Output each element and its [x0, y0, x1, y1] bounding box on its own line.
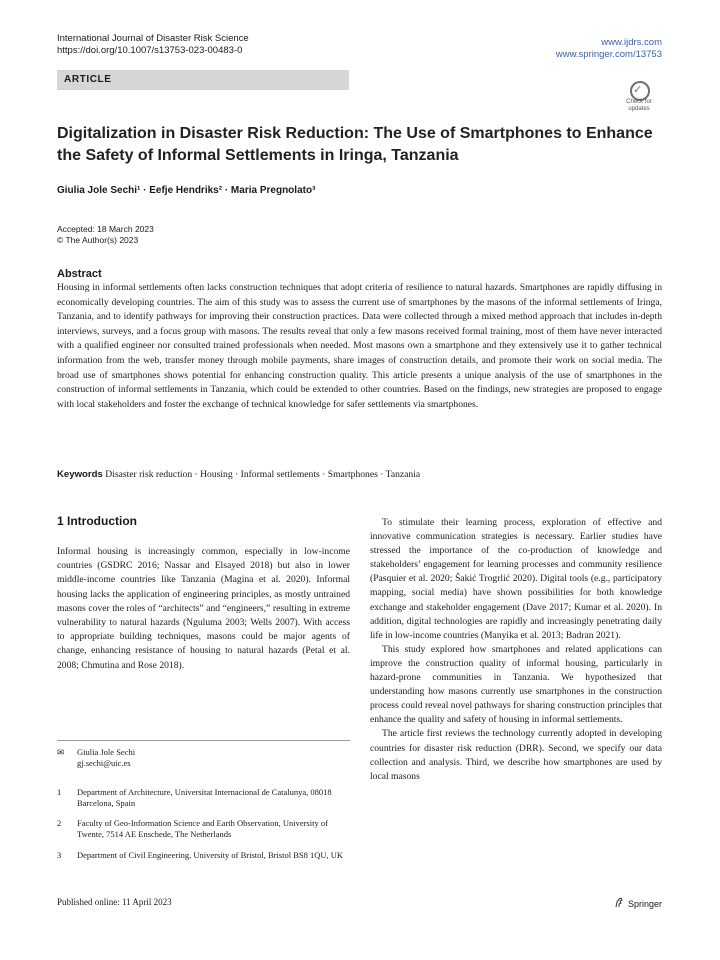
abstract-heading: Abstract	[57, 268, 102, 280]
mail-icon: ✉	[57, 747, 65, 757]
author-list: Giulia Jole Sechi¹ · Eefje Hendriks² · Maria Pregnolato³	[57, 185, 316, 196]
footnote-divider	[57, 740, 350, 741]
accepted-date: Accepted: 18 March 2023	[57, 224, 154, 234]
intro-paragraph-4: The article first reviews the technology currently adopted in developing countries for disaster risk reduction (DRR). Second, we specify our data collection and analysis. Third, we describe how smartphones are used by local masons	[370, 728, 662, 782]
journal-name: International Journal of Disaster Risk Science	[57, 33, 249, 44]
keywords-list: Disaster risk reduction · Housing · Informal settlements · Smartphones · Tanzania	[105, 469, 421, 480]
intro-paragraph-3: This study explored how smartphones and related applications can improve the construction quality of informal housing, particularly in hazard-prone communities in Tanzania. We hypothesized that understanding how masons currently use smartphones in the construction process could reveal novel pathways for sharing construction principles that enhance the quality and safety of housing in informal settlements.	[370, 643, 662, 726]
affiliation-number: 1	[57, 787, 62, 797]
affiliation-text: Department of Civil Engineering, University of Bristol, Bristol BS8 1QU, UK	[77, 850, 344, 860]
check-for-updates-badge[interactable]: ✓ Check for updates	[623, 80, 655, 118]
article-type-label: ARTICLE	[64, 74, 112, 85]
intro-paragraph-2: To stimulate their learning process, exploration of effective and innovative communication strategies is necessary. Earlier studies have stressed the importance of the co-production of knowledge and stakeholders’ engagement for learning processes and community resilience (Pasquier et al. 2020; Šakić Trogrlić 2020). Digital tools (e.g., participatory mapping, social media) have shown possibilities for both knowledge exchange and stakeholder engagement (Dave 2017; Kumar et al. 2020). In addition, digital technologies are rapidly and increasingly penetrating daily life in low-income countries (Manyika et al. 2013; Badran 2021).	[370, 517, 662, 641]
journal-header	[57, 33, 249, 57]
publisher-name: Springer	[627, 899, 662, 909]
affiliation-text: Faculty of Geo-Information Science and Earth Observation, University of Twente, 7514 AE Enschede, The Netherlands	[77, 818, 328, 839]
journal-website-link[interactable]: www.ijdrs.com	[601, 37, 662, 48]
affiliation-item	[57, 787, 357, 811]
keywords-label: Keywords	[57, 469, 103, 480]
affiliation-number: 3	[57, 850, 62, 860]
affiliation-number: 2	[57, 818, 62, 828]
copyright-notice: © The Author(s) 2023	[57, 235, 139, 245]
right-column	[370, 516, 662, 784]
affiliation-text: Department of Architecture, Universitat Internacional de Catalunya, 08018 Barcelona, Spain	[77, 787, 332, 808]
journal-links	[556, 37, 662, 61]
affiliation-item	[57, 818, 357, 842]
publisher-logo	[614, 897, 662, 909]
corresponding-author-name: Giulia Jole Sechi	[77, 747, 136, 757]
published-online-date: Published online: 11 April 2023	[57, 897, 172, 907]
section-heading-introduction: 1 Introduction	[57, 514, 137, 528]
publication-dates	[57, 224, 154, 246]
intro-paragraph-1: Informal housing is increasingly common, especially in low-income countries (GSDRC 2016; Nassar and Elsayed 2018) but also in lower middle-income countries like Tanzania (Magina et al. 2020). Informal housing lacks the application of engineering principles, as mostly untrained masons cover the roles of “architects” and “engineers,” resulting in extreme vulnerability to natural hazards (Nguluma 2003; Wells 2007). With access to appropriate building techniques, masons could be major agents of change, enhancing resistance of housing to natural hazards (Petal et al. 2008; Chmutina and Rose 2018).	[57, 546, 350, 671]
keywords-line	[57, 469, 662, 480]
left-column	[57, 545, 350, 673]
check-updates-label: Check for updates	[626, 99, 652, 112]
paper-title: Digitalization in Disaster Risk Reduction: The Use of Smartphones to Enhance the Safety of Informal Settlements in Iringa, Tanzania	[57, 125, 653, 164]
springer-website-link[interactable]: www.springer.com/13753	[555, 49, 662, 60]
doi-link[interactable]: https://doi.org/10.1007/s13753-023-00483-0	[57, 45, 243, 56]
affiliation-item	[57, 850, 357, 874]
corresponding-author-email[interactable]: gj.sechi@uic.es	[77, 758, 131, 768]
springer-horse-icon	[614, 897, 625, 908]
abstract-text: Housing in informal settlements often lacks construction techniques that adopt criteria of resilience to natural hazards. Smartphones are rapidly diffusing in economically developing countries. The aim of this study was to assess the current use of smartphones by the masons of the informal settlements of Iringa, Tanzania, and to identify pathways for improving their construction practices. Data were collected through a mixed method approach that includes in-depth interviews, surveys, and a focus group with masons. The results reveal that only a few masons received formal training, most of them have never interacted with a qualified engineer nor consulted trained professionals when needed. Most masons own a smartphone and they extensively use it to gather technical information from the web, transfer money through mobile payments, share images of construction details, and promote their work on social media. The broad use of smartphones shows potential for enhancing construction quality. This article presents a unique analysis of the use of smartphones in the construction of informal settlements in Tanzania, which could be extended to other countries. Based on the findings, new strategies are proposed to engage with local stakeholders and foster the exchange of technical knowledge for safer settlements via smartphones.	[57, 282, 662, 410]
corresponding-author	[57, 747, 357, 773]
